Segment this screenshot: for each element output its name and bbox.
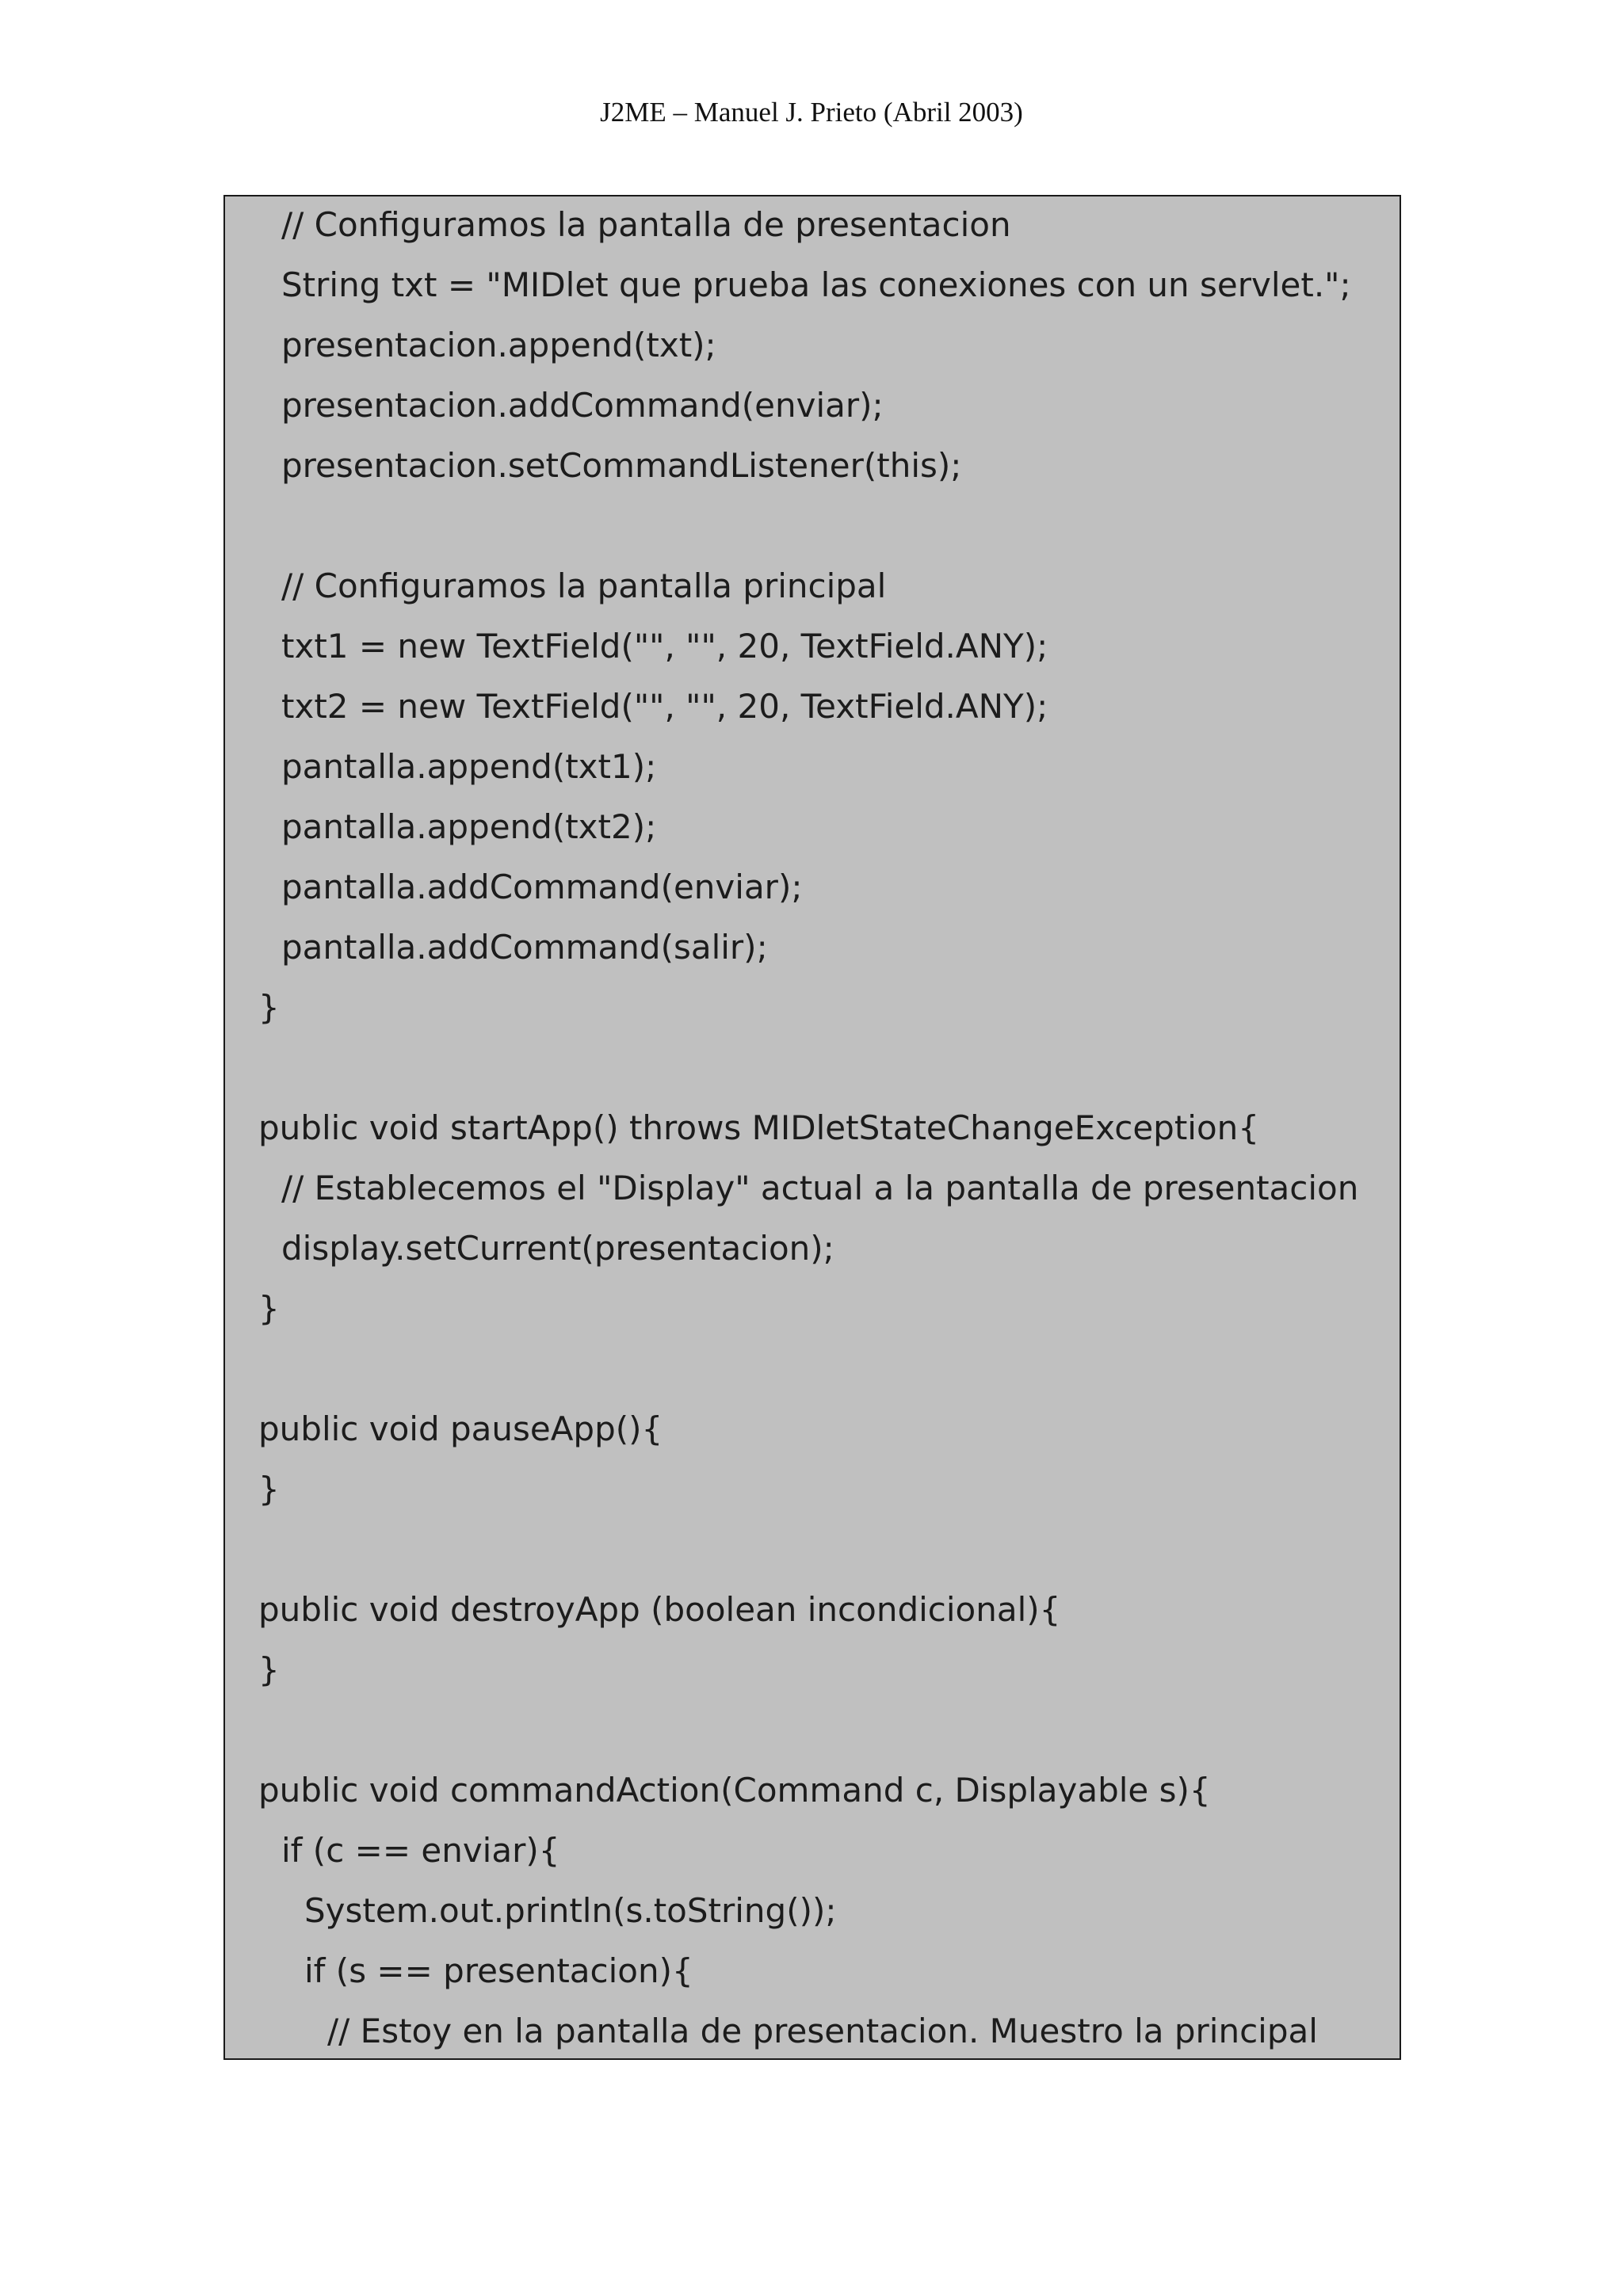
code-line: } bbox=[258, 988, 280, 1027]
code-line: pantalla.addCommand(salir); bbox=[281, 928, 768, 967]
code-line: // Estoy en la pantalla de presentacion. Muestro la principal bbox=[327, 2012, 1318, 2050]
code-line: if (s == presentacion){ bbox=[304, 1951, 693, 1990]
code-line: String txt = "MIDlet que prueba las conexiones con un servlet."; bbox=[281, 265, 1351, 304]
code-line: // Configuramos la pantalla principal bbox=[281, 566, 887, 605]
code-line: // Configuramos la pantalla de presentacion bbox=[281, 205, 1011, 244]
code-line: System.out.println(s.toString()); bbox=[304, 1891, 837, 1930]
code-line: public void destroyApp (boolean incondicional){ bbox=[258, 1590, 1061, 1629]
code-line: if (c == enviar){ bbox=[281, 1831, 560, 1870]
code-line: public void commandAction(Command c, Displayable s){ bbox=[258, 1771, 1211, 1810]
code-line: public void startApp() throws MIDletStateChangeException{ bbox=[258, 1108, 1259, 1147]
code-line: pantalla.append(txt1); bbox=[281, 747, 657, 786]
code-line: presentacion.setCommandListener(this); bbox=[281, 446, 962, 485]
code-line: txt2 = new TextField("", "", 20, TextField.ANY); bbox=[281, 687, 1048, 726]
code-line: txt1 = new TextField("", "", 20, TextField.ANY); bbox=[281, 627, 1048, 666]
code-line: } bbox=[258, 1650, 280, 1689]
code-line: public void pauseApp(){ bbox=[258, 1409, 663, 1448]
code-line: presentacion.addCommand(enviar); bbox=[281, 386, 884, 425]
page-header: J2ME – Manuel J. Prieto (Abril 2003) bbox=[600, 97, 1023, 128]
code-line: } bbox=[258, 1289, 280, 1328]
code-line: // Establecemos el "Display" actual a la pantalla de presentacion bbox=[281, 1169, 1359, 1207]
code-line: display.setCurrent(presentacion); bbox=[281, 1229, 834, 1268]
code-line: } bbox=[258, 1470, 280, 1508]
code-line: presentacion.append(txt); bbox=[281, 326, 716, 364]
code-listing bbox=[223, 195, 1401, 2060]
code-line: pantalla.append(txt2); bbox=[281, 807, 657, 846]
code-line: pantalla.addCommand(enviar); bbox=[281, 868, 803, 906]
